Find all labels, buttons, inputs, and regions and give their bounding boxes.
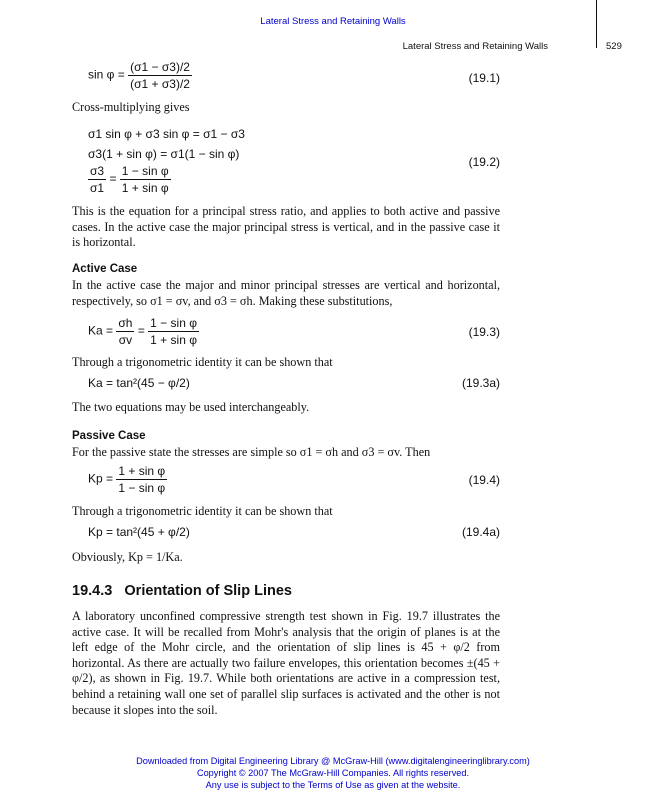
eq-19-1-numerator: (σ1 − σ3)/2 — [130, 60, 190, 74]
eq-19-3-frac2-numerator: 1 − sin φ — [150, 316, 197, 330]
section-heading-19-4-3: 19.4.3 Orientation of Slip Lines — [72, 583, 292, 599]
footer-terms-link[interactable]: Any use is subject to the Terms of Use as given at the website. — [205, 780, 461, 790]
eq-19-3-frac1-denominator: σv — [118, 333, 133, 347]
eq-19-2-equals: = — [109, 171, 117, 186]
eq-19-3-frac1-numerator: σh — [118, 316, 133, 330]
eq-19-3-frac2-denominator: 1 + sin φ — [150, 333, 197, 347]
eq-19-2-line-3 — [88, 164, 171, 195]
paragraph-slip-lines: A laboratory unconfined compressive strength test shown in Fig. 19.7 illustrates the active case. It will be recalled from Mohr's analysis that the origin of planes is at the left edge of the Mohr circle, and the orientation of slip lines is 45 + φ/2 from horizontal. As there are actually two failure envelopes, this orientation becomes ±(45 + φ/2), as shown in Fig. 19.7. While both orientations are active in a compression test, behind a retaining wall one set of parallel slip surfaces is activated and the other is not because it slopes into the soil. — [72, 609, 500, 717]
running-title: Lateral Stress and Retaining Walls — [402, 41, 548, 52]
heading-active-case: Active Case — [72, 263, 138, 275]
page-number: 529 — [606, 41, 622, 52]
eq-19-2-line-2: σ3(1 + sin φ) = σ1(1 − sin φ) — [88, 147, 240, 161]
paragraph-obviously: Obviously, Kp = 1/Ka. — [72, 550, 183, 564]
equation-number-19-3a: (19.3a) — [461, 376, 500, 390]
paragraph-stress-ratio: This is the equation for a principal stress ratio, and applies to both active and passive cases. In the active case the major principal stress is vertical, and in the passive case it is horizontal. — [72, 204, 500, 250]
eq-19-2-rhs-numerator: 1 − sin φ — [121, 164, 169, 178]
equation-number-19-1: (19.1) — [468, 71, 500, 85]
equation-number-19-2: (19.2) — [468, 155, 500, 169]
footer-download-link[interactable]: Downloaded from Digital Engineering Library @ McGraw-Hill (www.digitalengineeringlibrary.com) — [136, 756, 530, 766]
equation-number-19-4a: (19.4a) — [461, 525, 500, 539]
footer-copyright: Copyright © 2007 The McGraw-Hill Companies. All rights reserved. — [196, 768, 470, 778]
equation-number-19-3: (19.3) — [468, 325, 500, 339]
eq-19-3-lhs: Ka = — [88, 323, 114, 338]
equation-19-3 — [88, 316, 199, 347]
equation-19-3a: Ka = tan²(45 − φ/2) — [88, 376, 190, 390]
eq-19-1-fraction — [128, 60, 192, 91]
eq-19-4-numerator: 1 + sin φ — [118, 464, 166, 478]
equation-19-4 — [88, 464, 167, 495]
heading-passive-case: Passive Case — [72, 430, 146, 442]
eq-19-4-denominator: 1 − sin φ — [118, 481, 166, 495]
eq-19-1-denominator: (σ1 + σ3)/2 — [130, 77, 190, 91]
equation-19-4a: Kp = tan²(45 + φ/2) — [88, 525, 190, 539]
paragraph-trig-identity-active: Through a trigonometric identity it can be shown that — [72, 355, 333, 369]
paragraph-cross-multiplying: Cross-multiplying gives — [72, 100, 190, 114]
paragraph-active-case: In the active case the major and minor principal stresses are vertical and horizontal, respectively, so σ1 = σv, and σ3 = σh. Making these substitutions, — [72, 278, 500, 308]
paragraph-passive-case: For the passive state the stresses are simple so σ1 = σh and σ3 = σv. Then — [72, 445, 431, 459]
eq-19-3-equals: = — [137, 323, 145, 338]
eq-19-4-lhs: Kp = — [88, 471, 114, 486]
top-banner-link[interactable]: Lateral Stress and Retaining Walls — [260, 16, 406, 27]
header-divider — [596, 0, 597, 48]
eq-19-2-line-1: σ1 sin φ + σ3 sin φ = σ1 − σ3 — [88, 127, 245, 141]
eq-19-2-rhs-denominator: 1 + sin φ — [121, 181, 169, 195]
eq-19-1-lhs: sin φ = — [88, 67, 125, 82]
eq-19-2-lhs-numerator: σ3 — [90, 164, 105, 178]
paragraph-interchangeable: The two equations may be used interchangeably. — [72, 400, 310, 414]
eq-19-2-lhs-denominator: σ1 — [90, 181, 105, 195]
equation-number-19-4: (19.4) — [468, 473, 500, 487]
paragraph-trig-identity-passive: Through a trigonometric identity it can be shown that — [72, 504, 333, 518]
equation-19-1 — [88, 60, 192, 91]
